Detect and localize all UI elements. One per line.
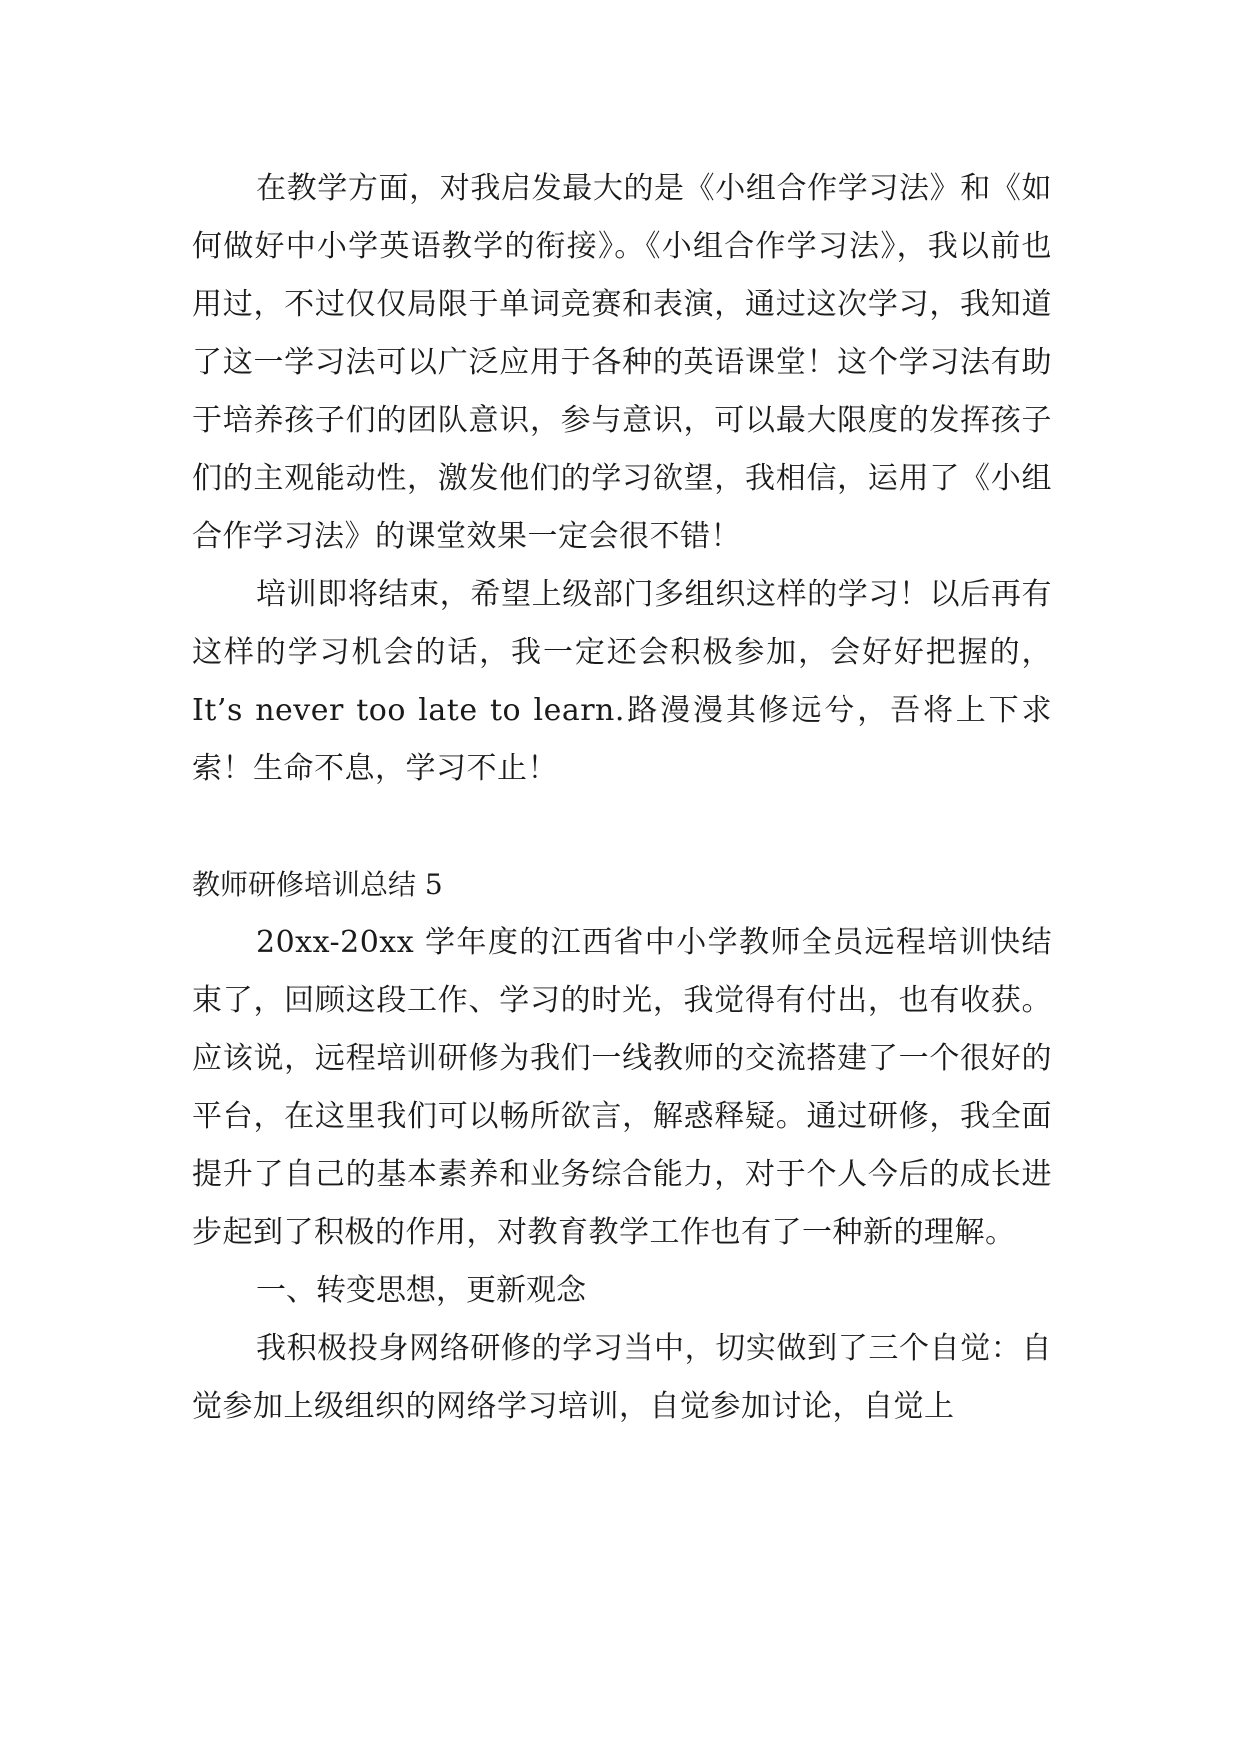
paragraph-training-ending: 培训即将结束，希望上级部门多组织这样的学习！以后再有这样的学习机会的话，我一定还会积极参加，会好好把握的，It’s never too late to learn.路漫漫其修远兮，吾将上下求索！生命不息，学习不止！ [192, 577, 1052, 786]
paragraph-online-study: 我积极投身网络研修的学习当中，切实做到了三个自觉：自觉参加上级组织的网络学习培训，自觉参加讨论，自觉上 [192, 1331, 1052, 1424]
paragraph-teaching-methods: 在教学方面，对我启发最大的是《小组合作学习法》和《如何做好中小学英语教学的衔接》。《小组合作学习法》，我以前也用过，不过仅仅局限于单词竞赛和表演，通过这次学习，我知道了这一学习法可以广泛应用于各种的英语课堂！这个学习法有助于培养孩子们的团队意识，参与意识，可以最大限度的发挥孩子们的主观能动性，激发他们的学习欲望，我相信，运用了《小组合作学习法》的课堂效果一定会很不错！ [192, 171, 1052, 554]
section-title: 教师研修培训总结 5 [192, 868, 443, 901]
document-body [192, 160, 1052, 1436]
subheading-change-thinking: 一、转变思想，更新观念 [256, 1273, 586, 1308]
paragraph-section-intro: 20xx-20xx 学年度的江西省中小学教师全员远程培训快结束了，回顾这段工作、学习的时光，我觉得有付出，也有收获。应该说，远程培训研修为我们一线教师的交流搭建了一个很好的平台，在这里我们可以畅所欲言，解惑释疑。通过研修，我全面提升了自己的基本素养和业务综合能力，对于个人今后的成长进步起到了积极的作用，对教育教学工作也有了一种新的理解。 [192, 925, 1052, 1250]
